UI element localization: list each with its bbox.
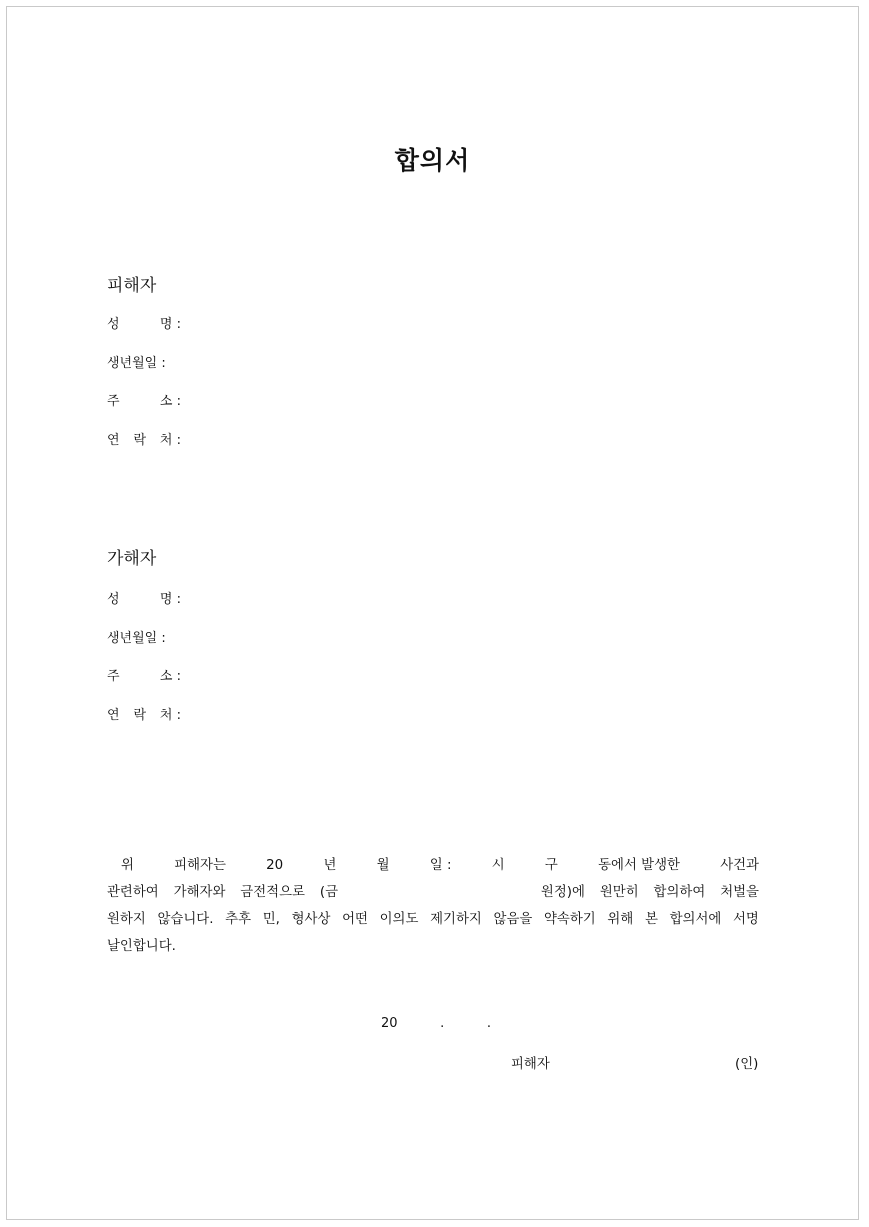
word: 관련하여	[107, 885, 159, 900]
word: 이의도	[379, 912, 419, 927]
word: 본	[644, 912, 658, 927]
label-part: 소 :	[159, 394, 181, 409]
word: 처벌을	[720, 885, 759, 900]
date-year-prefix: 20	[381, 1016, 398, 1031]
word: 동에서 발생한	[598, 858, 680, 873]
label-part: 연	[107, 708, 120, 723]
word: 위해	[607, 912, 634, 927]
victim-contact-label	[107, 429, 181, 448]
document-title: 합의서	[394, 146, 471, 175]
label-part: 명 :	[159, 317, 181, 332]
agreement-date	[381, 1016, 491, 1031]
offender-contact-label	[107, 704, 181, 723]
word: 약속하기	[544, 912, 596, 927]
statement-line-4: 날인합니다.	[107, 939, 176, 954]
word: 시	[491, 858, 505, 873]
word: (금	[319, 885, 339, 900]
statement-line-1	[107, 852, 759, 879]
victim-name-label	[107, 313, 181, 332]
label-part: 연	[107, 433, 120, 448]
word: 20	[266, 858, 284, 873]
date-separator: .	[486, 1016, 491, 1031]
offender-heading: 가해자	[107, 549, 157, 569]
word: 않음을	[493, 912, 533, 927]
label-part: 생년월일 :	[107, 356, 166, 371]
word: 원정)에	[540, 885, 585, 900]
word: 년	[323, 858, 337, 873]
word: 월	[376, 858, 390, 873]
signature-seal: (인)	[735, 1057, 759, 1072]
offender-name-label	[107, 588, 181, 607]
victim-address-label	[107, 390, 181, 409]
agreement-statement	[107, 852, 759, 960]
label-part: 생년월일 :	[107, 631, 166, 646]
statement-line-2	[107, 879, 759, 906]
offender-address-label	[107, 665, 181, 684]
label-part: 명 :	[159, 592, 181, 607]
word: 위	[121, 858, 134, 873]
document-page	[6, 6, 859, 1220]
statement-line-3	[107, 906, 759, 933]
word: 추후	[225, 912, 252, 927]
label-part: 락	[133, 433, 147, 448]
word: 피해자는	[174, 858, 226, 873]
word: 원만히	[599, 885, 639, 900]
offender-birth-label	[107, 627, 181, 646]
label-part: 처 :	[159, 708, 181, 723]
date-separator: .	[440, 1016, 445, 1031]
victim-birth-label	[107, 352, 181, 371]
word: 합의서에	[669, 912, 722, 927]
word: 일 :	[429, 858, 452, 873]
label-part: 소 :	[159, 669, 181, 684]
word: 민,	[262, 912, 280, 927]
label-part: 처 :	[159, 433, 181, 448]
word: 금전적으로	[240, 885, 305, 900]
label-part: 주	[107, 394, 120, 409]
label-part: 성	[107, 317, 120, 332]
word: 않습니다.	[157, 912, 214, 927]
word: 구	[544, 858, 558, 873]
label-part: 주	[107, 669, 120, 684]
word: 어떤	[342, 912, 368, 927]
victim-heading: 피해자	[107, 276, 157, 296]
word: 가해자와	[173, 885, 226, 900]
word: 원하지	[107, 912, 146, 927]
label-part: 성	[107, 592, 120, 607]
word: 사건과	[720, 858, 759, 873]
label-part: 락	[133, 708, 147, 723]
word: 형사상	[291, 912, 331, 927]
word: 합의하여	[653, 885, 706, 900]
word: 서명	[733, 912, 759, 927]
word: 제기하지	[430, 912, 482, 927]
signature-label: 피해자	[511, 1057, 550, 1072]
